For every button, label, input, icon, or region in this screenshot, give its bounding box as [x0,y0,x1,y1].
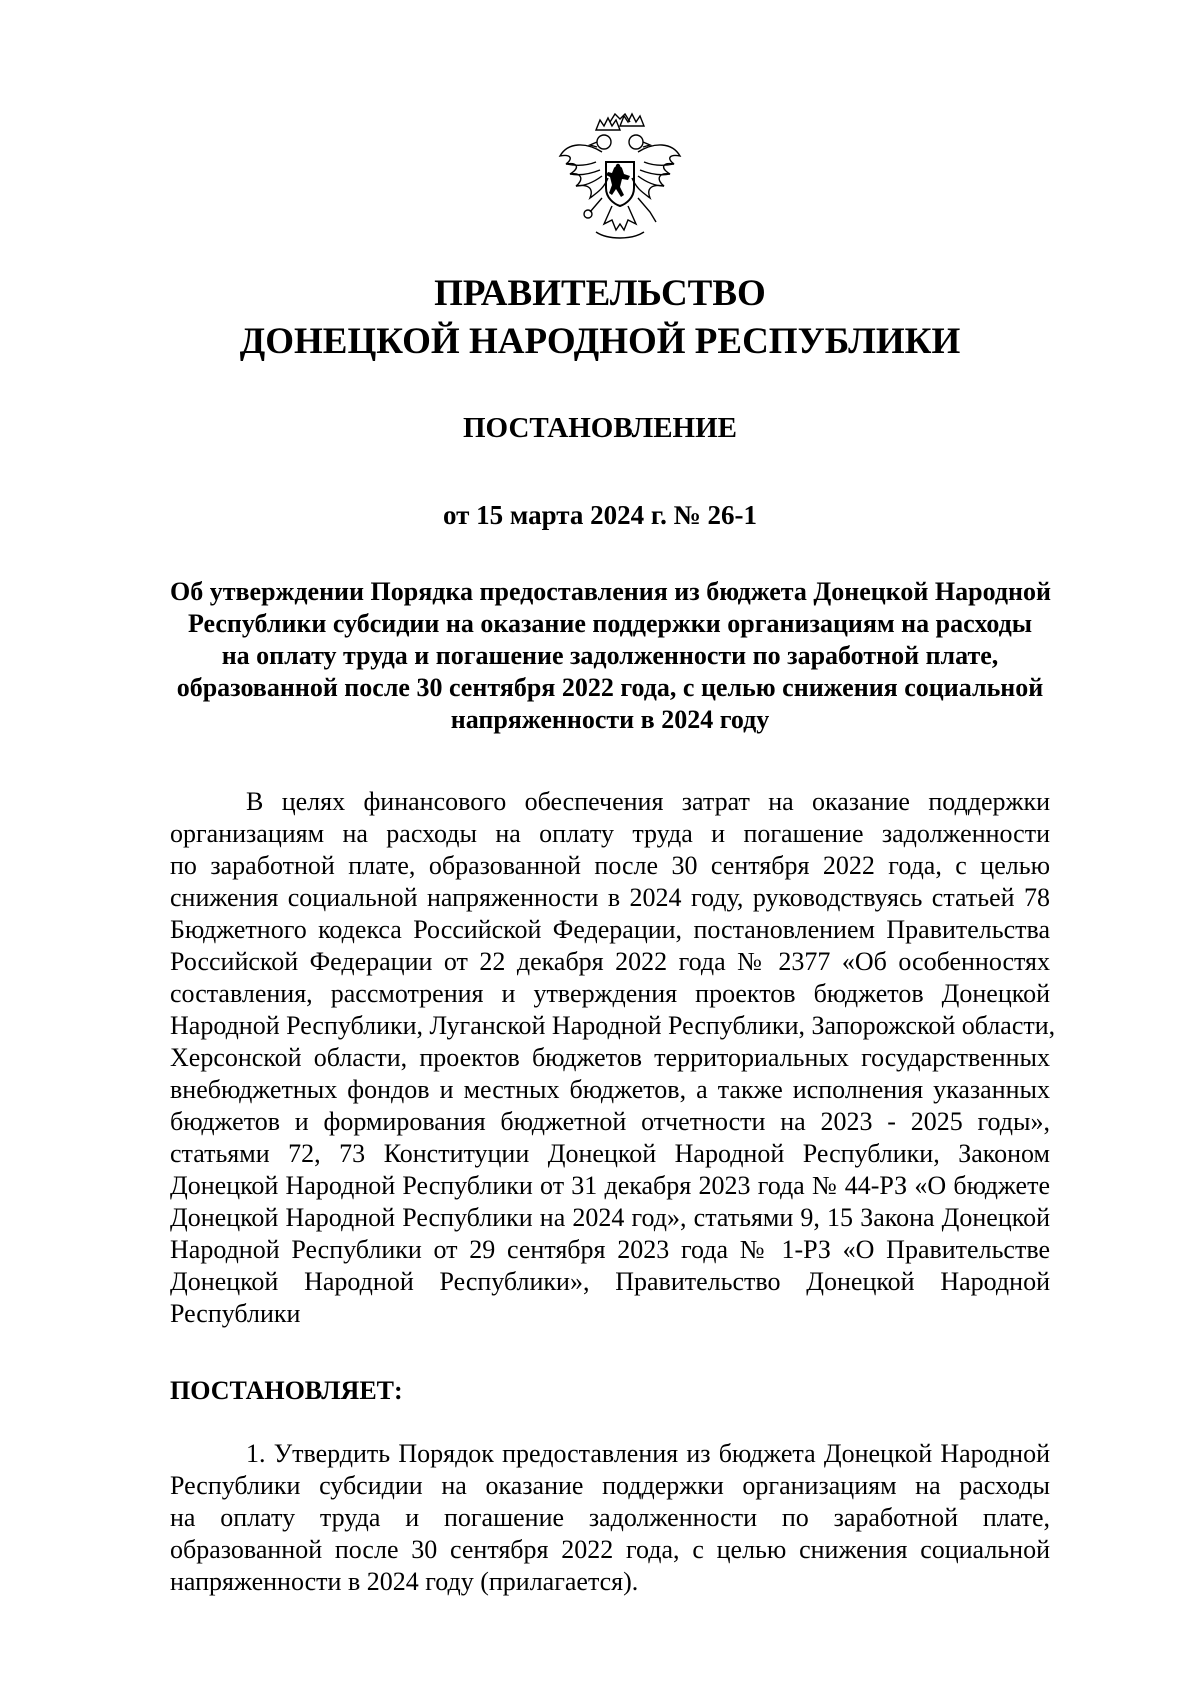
preamble-line: Донецкой Народной Республики на 2024 год», статьями 9, 15 Закона Донецкой [170,1203,1050,1232]
preamble-line: Донецкой Народной Республики от 31 декабря 2023 года № 44-РЗ «О бюджете [170,1171,1050,1200]
item-line: напряженности в 2024 году (прилагается). [170,1567,639,1596]
preamble-line: Донецкой Народной Республики», Правительство Донецкой Народной [170,1267,1050,1296]
subject-line: образованной после 30 сентября 2022 года, с целью снижения социальной [176,673,1044,702]
preamble-line: бюджетов и формирования бюджетной отчетности на 2023 - 2025 годы», [170,1107,1050,1136]
document-date-number: от 15 марта 2024 г. № 26-1 [443,500,757,530]
organization-title-line-1: ПРАВИТЕЛЬСТВО [434,273,766,314]
preamble-line: статьями 72, 73 Конституции Донецкой Народной Республики, Законом [170,1139,1050,1168]
item-line: Республики субсидии на оказание поддержки организациям на расходы [170,1471,1050,1500]
item-line: 1. Утвердить Порядок предоставления из бюджета Донецкой Народной [246,1439,1050,1468]
organization-title [0,270,1200,366]
resolution-item-1 [170,1438,1050,1598]
subject-line: на оплату труда и погашение задолженности по заработной плате, [221,641,999,670]
document-subject [170,576,1050,736]
preamble-line: организациям на расходы на оплату труда и погашение задолженности [170,819,1050,848]
organization-title-line-2: ДОНЕЦКОЙ НАРОДНОЙ РЕСПУБЛИКИ [239,321,961,362]
preamble-line: Народной Республики от 29 сентября 2023 года № 1-РЗ «О Правительстве [170,1235,1050,1264]
preamble-paragraph [170,786,1056,1330]
subject-line: Республики субсидии на оказание поддержки организациям на расходы [187,609,1033,638]
coat-of-arms-icon [556,112,684,244]
preamble-line: Республики [170,1299,301,1328]
preamble-line: Херсонской области, проектов бюджетов территориальных государственных [170,1043,1050,1072]
preamble-line: Народной Республики, Луганской Народной Республики, Запорожской области, [170,1011,1056,1040]
subject-line: напряженности в 2024 году [450,705,770,734]
preamble-line: по заработной плате, образованной после 30 сентября 2022 года, с целью [170,851,1050,880]
subject-line: Об утверждении Порядка предоставления из бюджета Донецкой Народной [170,577,1051,606]
preamble-line: В целях финансового обеспечения затрат на оказание поддержки [246,787,1050,816]
document-type: ПОСТАНОВЛЕНИЕ [462,412,737,444]
preamble-line: Бюджетного кодекса Российской Федерации, постановлением Правительства [170,915,1050,944]
preamble-line: Российской Федерации от 22 декабря 2022 года № 2377 «Об особенностях [170,947,1050,976]
item-line: на оплату труда и погашение задолженности по заработной плате, [170,1503,1050,1532]
preamble-line: составления, рассмотрения и утверждения проектов бюджетов Донецкой [170,979,1050,1008]
resolve-heading: ПОСТАНОВЛЯЕТ: [170,1376,403,1405]
item-line: образованной после 30 сентября 2022 года, с целью снижения социальной [170,1535,1050,1564]
preamble-line: внебюджетных фондов и местных бюджетов, а также исполнения указанных [170,1075,1050,1104]
preamble-line: снижения социальной напряженности в 2024 году, руководствуясь статьей 78 [170,883,1050,912]
